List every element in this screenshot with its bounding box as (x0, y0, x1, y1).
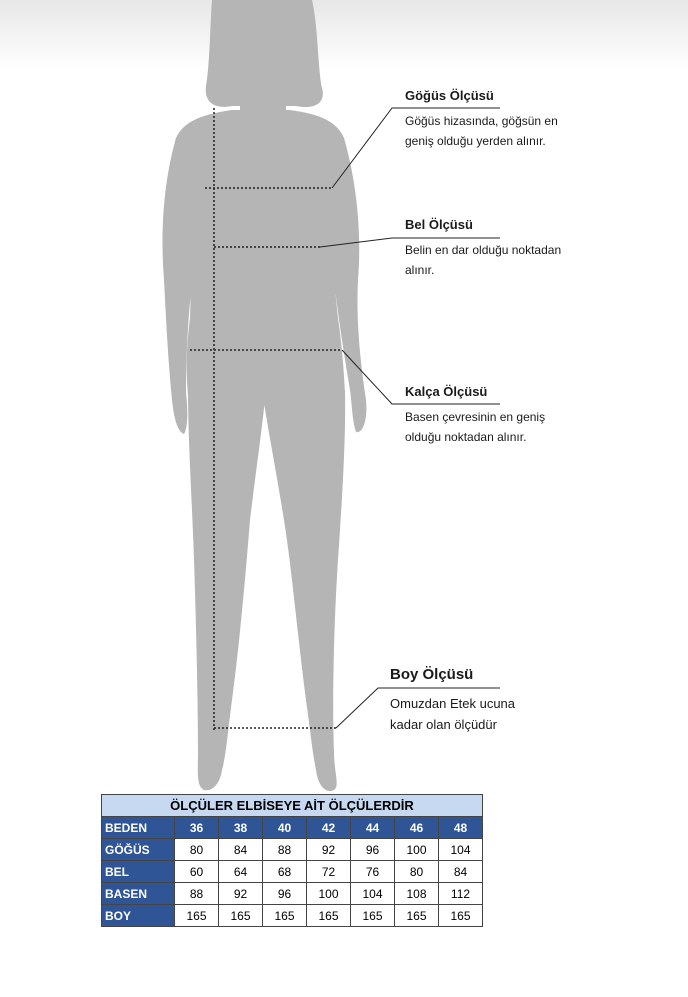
size-cell: 42 (307, 817, 351, 839)
value-cell: 112 (439, 883, 483, 905)
value-cell: 64 (219, 861, 263, 883)
value-cell: 165 (175, 905, 219, 927)
gogus-title: Göğüs Ölçüsü (405, 88, 494, 103)
value-cell: 88 (263, 839, 307, 861)
value-cell: 165 (351, 905, 395, 927)
gogus-desc-line2: geniş olduğu yerden alınır. (405, 134, 546, 148)
value-cell: 165 (307, 905, 351, 927)
value-cell: 84 (219, 839, 263, 861)
value-cell: 104 (351, 883, 395, 905)
table-row-bel (102, 861, 483, 883)
value-cell: 165 (439, 905, 483, 927)
gogus-desc-line1: Göğüs hizasında, göğsün en (405, 114, 558, 128)
table-row-basen (102, 883, 483, 905)
boy-desc-line2: kadar olan ölçüdür (390, 717, 497, 732)
table-size-header-row (102, 817, 483, 839)
row-label: GÖĞÜS (102, 839, 175, 861)
value-cell: 165 (219, 905, 263, 927)
boy-title: Boy Ölçüsü (390, 666, 474, 683)
size-cell: 36 (175, 817, 219, 839)
row-label: BOY (102, 905, 175, 927)
kalca-title: Kalça Ölçüsü (405, 384, 488, 399)
table-row-boy (102, 905, 483, 927)
table-row-gogus (102, 839, 483, 861)
boy-desc-line1: Omuzdan Etek ucuna (390, 696, 516, 711)
size-cell: 38 (219, 817, 263, 839)
value-cell: 76 (351, 861, 395, 883)
value-cell: 96 (351, 839, 395, 861)
table-title-row (102, 795, 483, 817)
bel-desc-line2: alınır. (405, 263, 435, 277)
value-cell: 165 (395, 905, 439, 927)
row-label: BASEN (102, 883, 175, 905)
value-cell: 100 (307, 883, 351, 905)
value-cell: 60 (175, 861, 219, 883)
size-cell: 40 (263, 817, 307, 839)
gogus-olcusu-callout (405, 88, 675, 151)
value-cell: 165 (263, 905, 307, 927)
bel-olcusu-callout (405, 217, 675, 280)
beden-header: BEDEN (102, 817, 175, 839)
table-title: ÖLÇÜLER ELBİSEYE AİT ÖLÇÜLERDİR (102, 795, 483, 817)
size-chart-table (101, 794, 483, 927)
kalca-olcusu-callout (405, 384, 675, 447)
value-cell: 96 (263, 883, 307, 905)
value-cell: 88 (175, 883, 219, 905)
value-cell: 108 (395, 883, 439, 905)
value-cell: 92 (307, 839, 351, 861)
value-cell: 92 (219, 883, 263, 905)
bel-desc-line1: Belin en dar olduğu noktadan (405, 243, 562, 257)
value-cell: 80 (395, 861, 439, 883)
kalca-desc-line2: olduğu noktadan alınır. (405, 430, 527, 444)
bel-title: Bel Ölçüsü (405, 217, 473, 232)
kalca-desc-line1: Basen çevresinin en geniş (405, 410, 546, 424)
size-cell: 46 (395, 817, 439, 839)
boy-olcusu-callout (390, 666, 670, 735)
value-cell: 80 (175, 839, 219, 861)
value-cell: 84 (439, 861, 483, 883)
value-cell: 68 (263, 861, 307, 883)
female-silhouette (163, 0, 367, 791)
size-cell: 44 (351, 817, 395, 839)
size-cell: 48 (439, 817, 483, 839)
row-label: BEL (102, 861, 175, 883)
value-cell: 100 (395, 839, 439, 861)
value-cell: 72 (307, 861, 351, 883)
value-cell: 104 (439, 839, 483, 861)
